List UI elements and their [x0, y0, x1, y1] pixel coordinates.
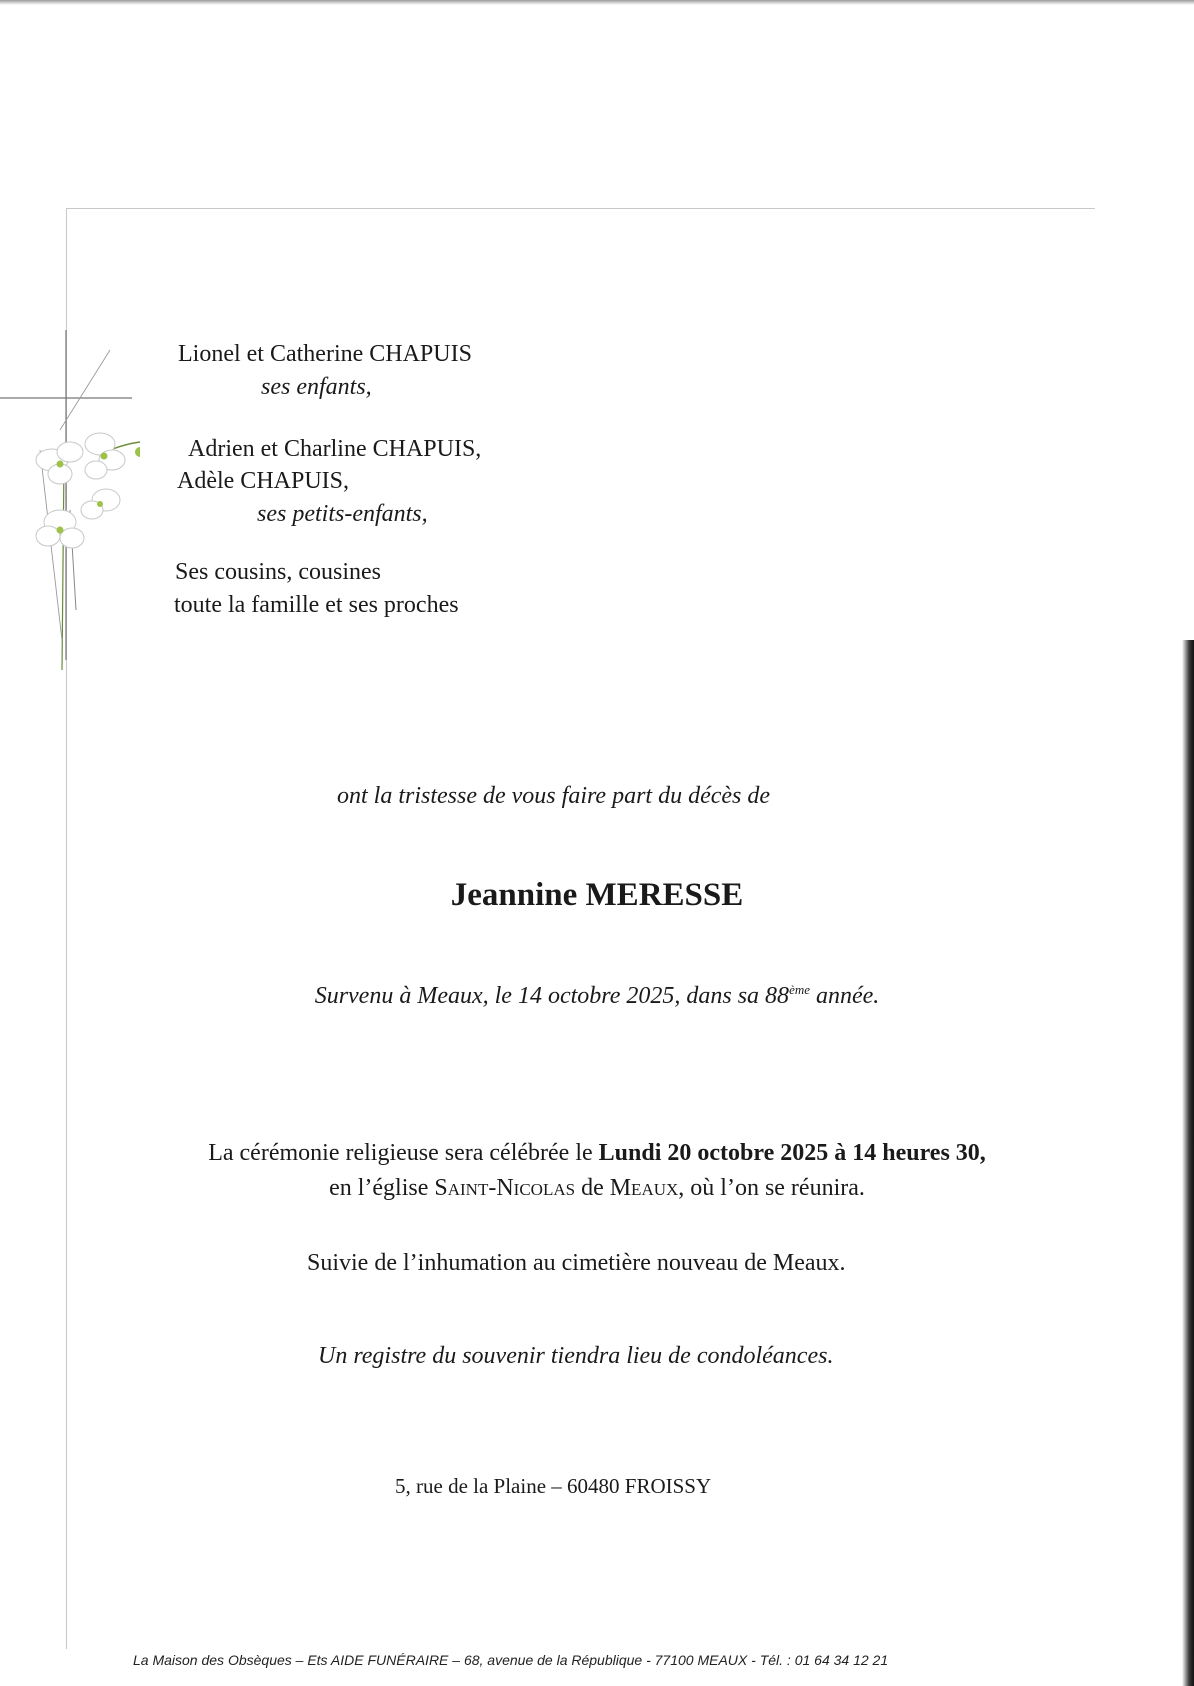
children-label: ses enfants,	[261, 374, 372, 400]
ceremony-datetime: Lundi 20 octobre 2025 à 14 heures 30,	[598, 1140, 986, 1166]
deceased-name	[0, 877, 1194, 914]
death-text: Survenu à Meaux, le 14 octobre 2025, dans sa 88	[314, 983, 790, 1009]
deceased-first-name: Jeannine	[450, 877, 578, 913]
church-name: Saint-Nicolas	[434, 1175, 576, 1201]
address-line: 5, rue de la Plaine – 60480 FROISSY	[395, 1474, 712, 1498]
scan-top-edge	[0, 0, 1194, 5]
location-prefix: en l’église	[329, 1175, 435, 1201]
town-name: Meaux	[609, 1175, 679, 1201]
grandchildren-label: ses petits-enfants,	[257, 501, 428, 527]
family-relatives-line: toute la famille et ses proches	[174, 592, 459, 618]
orchid-cross-icon	[0, 310, 140, 670]
ceremony-line-1	[0, 1140, 1194, 1167]
ceremony-intro: La cérémonie religieuse sera célébrée le	[208, 1140, 599, 1166]
location-suffix: , où l’on se réunira.	[678, 1175, 865, 1201]
card-frame	[66, 208, 1095, 1649]
death-text-after: année.	[810, 983, 880, 1009]
death-superscript: ème	[789, 982, 810, 997]
condolences-line: Un registre du souvenir tiendra lieu de condoléances.	[318, 1343, 834, 1369]
funeral-home-footer: La Maison des Obsèques – Ets AIDE FUNÉRAIRE – 68, avenue de la République - 77100 MEAUX - Tél. : 01 64 34 12 21	[133, 1652, 889, 1668]
cousins-line: Ses cousins, cousines	[175, 559, 381, 585]
announcement: ont la tristesse de vous faire part du décès de	[337, 783, 771, 809]
death-info	[0, 982, 1194, 1010]
children-names: Lionel et Catherine CHAPUIS	[178, 341, 472, 367]
grandchild-2: Adèle CHAPUIS,	[177, 468, 349, 494]
grandchild-1: Adrien et Charline CHAPUIS,	[188, 436, 482, 462]
burial-line: Suivie de l’inhumation au cimetière nouveau de Meaux.	[307, 1250, 846, 1276]
deceased-last-name: MERESSE	[585, 877, 744, 913]
location-middle: de	[575, 1175, 610, 1201]
ceremony-line-2	[0, 1175, 1194, 1202]
